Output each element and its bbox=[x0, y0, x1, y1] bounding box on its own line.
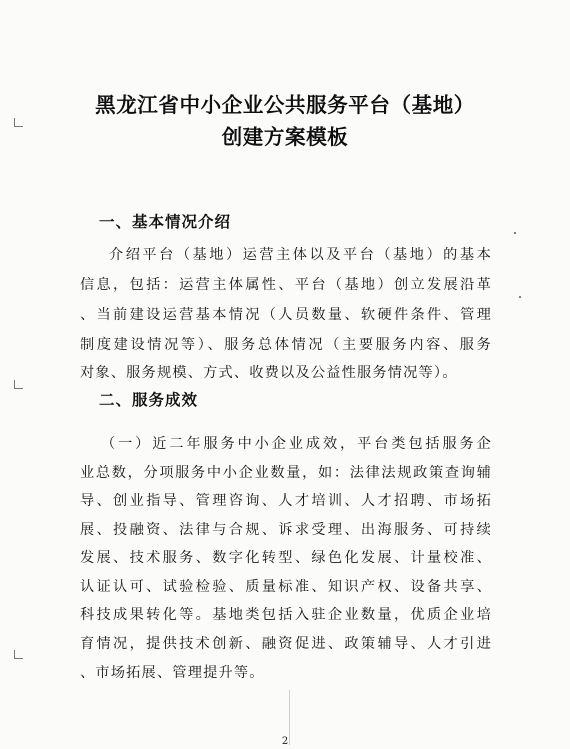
paragraph-line: 、当前建设运营基本情况（人员数量、软硬件条件、管理 bbox=[80, 307, 492, 323]
scan-speck bbox=[514, 232, 516, 234]
paragraph-line: 发展、技术服务、数字化转型、绿色化发展、计量校准、 bbox=[80, 550, 492, 566]
paragraph-line: 导、创业指导、管理咨询、人才培训、人才招聘、市场拓 bbox=[80, 493, 492, 509]
paragraph-line: （一）近二年服务中小企业成效，平台类包括服务企 bbox=[101, 436, 492, 452]
scan-speck bbox=[519, 296, 521, 298]
paragraph-line: 信息，包括：运营主体属性、平台（基地）创立发展沿革 bbox=[80, 277, 492, 293]
document-title-line-1: 黑龙江省中小企业公共服务平台（基地） bbox=[95, 93, 475, 117]
paragraph-line: 对象、服务规模、方式、收费以及公益性服务情况等）。 bbox=[80, 365, 458, 381]
paragraph-line: 、市场拓展、管理提升等。 bbox=[80, 665, 265, 681]
paragraph-line: 业总数，分项服务中小企业数量，如：法律法规政策查询辅 bbox=[80, 465, 492, 481]
paragraph-line: 制度建设情况等）、服务总体情况（主要服务内容、服务 bbox=[80, 337, 492, 353]
scan-fold-line bbox=[289, 690, 290, 745]
document-title-line-2: 创建方案模板 bbox=[221, 125, 349, 149]
paragraph-line: 科技成果转化等。基地类包括入驻企业数量，优质企业培 bbox=[80, 607, 492, 623]
binding-mark bbox=[14, 380, 23, 389]
paragraph-line: 育情况，提供技术创新、融资促进、政策辅导、人才引进 bbox=[80, 636, 492, 652]
section-1-heading: 一、基本情况介绍 bbox=[99, 213, 232, 231]
paragraph-line: 认证认可、试验检验、质量标准、知识产权、设备共享、 bbox=[80, 579, 492, 595]
section-2-heading: 二、服务成效 bbox=[99, 391, 199, 409]
paragraph-line: 介绍平台（基地）运营主体以及平台（基地）的基本 bbox=[109, 247, 492, 263]
paragraph-line: 展、投融资、法律与合规、诉求受理、出海服务、可持续 bbox=[80, 522, 492, 538]
binding-mark bbox=[14, 650, 23, 659]
binding-mark bbox=[14, 118, 23, 127]
page-number: 2 bbox=[281, 736, 289, 747]
